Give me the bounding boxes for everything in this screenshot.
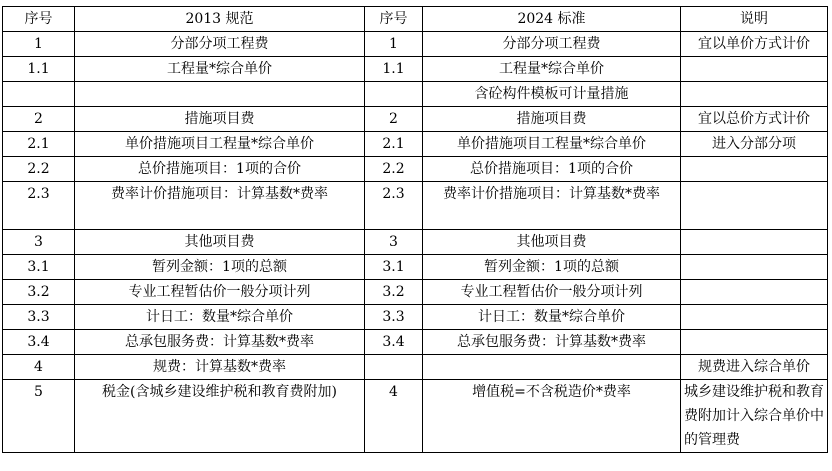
seq-2024-cell: 2	[365, 107, 423, 132]
note-cell	[681, 280, 828, 305]
content-2024-cell: 增值税=不含税造价*费率	[423, 380, 681, 453]
table-row	[3, 157, 828, 182]
header-seq-2024: 序号	[365, 7, 423, 32]
content-2013-cell: 其他项目费	[75, 230, 365, 255]
content-2013-cell: 专业工程暂估价一般分项计列	[75, 280, 365, 305]
table-row	[3, 255, 828, 280]
table-row	[3, 132, 828, 157]
table-row	[3, 82, 828, 107]
content-2013-cell: 税金(含城乡建设维护税和教育费附加)	[75, 380, 365, 453]
note-cell: 规费进入综合单价	[681, 355, 828, 380]
content-2024-cell: 工程量*综合单价	[423, 57, 681, 82]
note-cell	[681, 330, 828, 355]
seq-2024-cell: 2.2	[365, 157, 423, 182]
content-2013-cell: 总承包服务费：计算基数*费率	[75, 330, 365, 355]
header-note: 说明	[681, 7, 828, 32]
comparison-table	[2, 6, 828, 453]
table-row	[3, 380, 828, 453]
header-2024-standard: 2024 标准	[423, 7, 681, 32]
seq-2013-cell: 3.4	[3, 330, 75, 355]
seq-2013-cell: 2	[3, 107, 75, 132]
seq-2024-cell: 2.3	[365, 182, 423, 230]
seq-2024-cell: 1	[365, 32, 423, 57]
content-2024-cell: 总承包服务费：计算基数*费率	[423, 330, 681, 355]
note-cell	[681, 305, 828, 330]
seq-2013-cell: 2.1	[3, 132, 75, 157]
seq-2013-cell: 5	[3, 380, 75, 453]
table-row	[3, 32, 828, 57]
header-2013-standard: 2013 规范	[75, 7, 365, 32]
content-2024-cell	[423, 355, 681, 380]
seq-2024-cell: 1.1	[365, 57, 423, 82]
content-2013-cell: 暂列金额：1项的总额	[75, 255, 365, 280]
table-row	[3, 355, 828, 380]
seq-2013-cell: 1.1	[3, 57, 75, 82]
content-2024-cell: 暂列金额：1项的总额	[423, 255, 681, 280]
content-2024-cell: 单价措施项目工程量*综合单价	[423, 132, 681, 157]
seq-2024-cell: 3	[365, 230, 423, 255]
table-row	[3, 280, 828, 305]
seq-2013-cell: 3.2	[3, 280, 75, 305]
seq-2013-cell: 2.2	[3, 157, 75, 182]
table-row	[3, 107, 828, 132]
content-2013-cell: 措施项目费	[75, 107, 365, 132]
note-cell	[681, 182, 828, 230]
content-2013-cell: 计日工：数量*综合单价	[75, 305, 365, 330]
seq-2013-cell: 3.3	[3, 305, 75, 330]
content-2024-cell: 措施项目费	[423, 107, 681, 132]
note-cell	[681, 230, 828, 255]
content-2024-cell: 含砼构件模板可计量措施	[423, 82, 681, 107]
table-row	[3, 330, 828, 355]
note-cell: 宜以单价方式计价	[681, 32, 828, 57]
seq-2024-cell: 3.3	[365, 305, 423, 330]
content-2013-cell: 总价措施项目：1项的合价	[75, 157, 365, 182]
seq-2024-cell: 4	[365, 380, 423, 453]
content-2024-cell: 总价措施项目：1项的合价	[423, 157, 681, 182]
content-2013-cell: 费率计价措施项目：计算基数*费率	[75, 182, 365, 230]
content-2013-cell	[75, 82, 365, 107]
seq-2013-cell: 1	[3, 32, 75, 57]
seq-2024-cell	[365, 82, 423, 107]
table-row	[3, 182, 828, 230]
seq-2024-cell: 2.1	[365, 132, 423, 157]
header-row	[3, 7, 828, 32]
table-row	[3, 230, 828, 255]
seq-2024-cell: 3.1	[365, 255, 423, 280]
note-cell	[681, 255, 828, 280]
seq-2013-cell: 3	[3, 230, 75, 255]
content-2013-cell: 单价措施项目工程量*综合单价	[75, 132, 365, 157]
table-row	[3, 57, 828, 82]
seq-2013-cell: 3.1	[3, 255, 75, 280]
seq-2013-cell: 2.3	[3, 182, 75, 230]
content-2013-cell: 规费：计算基数*费率	[75, 355, 365, 380]
content-2024-cell: 分部分项工程费	[423, 32, 681, 57]
note-cell	[681, 157, 828, 182]
note-cell	[681, 57, 828, 82]
content-2024-cell: 其他项目费	[423, 230, 681, 255]
content-2024-cell: 计日工：数量*综合单价	[423, 305, 681, 330]
table-row	[3, 305, 828, 330]
seq-2024-cell: 3.4	[365, 330, 423, 355]
seq-2024-cell	[365, 355, 423, 380]
content-2013-cell: 工程量*综合单价	[75, 57, 365, 82]
note-cell: 城乡建设维护税和教育费附加计入综合单价中的管理费	[681, 380, 828, 453]
note-cell: 进入分部分项	[681, 132, 828, 157]
content-2013-cell: 分部分项工程费	[75, 32, 365, 57]
note-cell	[681, 82, 828, 107]
header-seq-2013: 序号	[3, 7, 75, 32]
content-2024-cell: 专业工程暂估价一般分项计列	[423, 280, 681, 305]
table-body	[3, 32, 828, 453]
content-2024-cell: 费率计价措施项目：计算基数*费率	[423, 182, 681, 230]
seq-2024-cell: 3.2	[365, 280, 423, 305]
seq-2013-cell: 4	[3, 355, 75, 380]
seq-2013-cell	[3, 82, 75, 107]
note-cell: 宜以总价方式计价	[681, 107, 828, 132]
